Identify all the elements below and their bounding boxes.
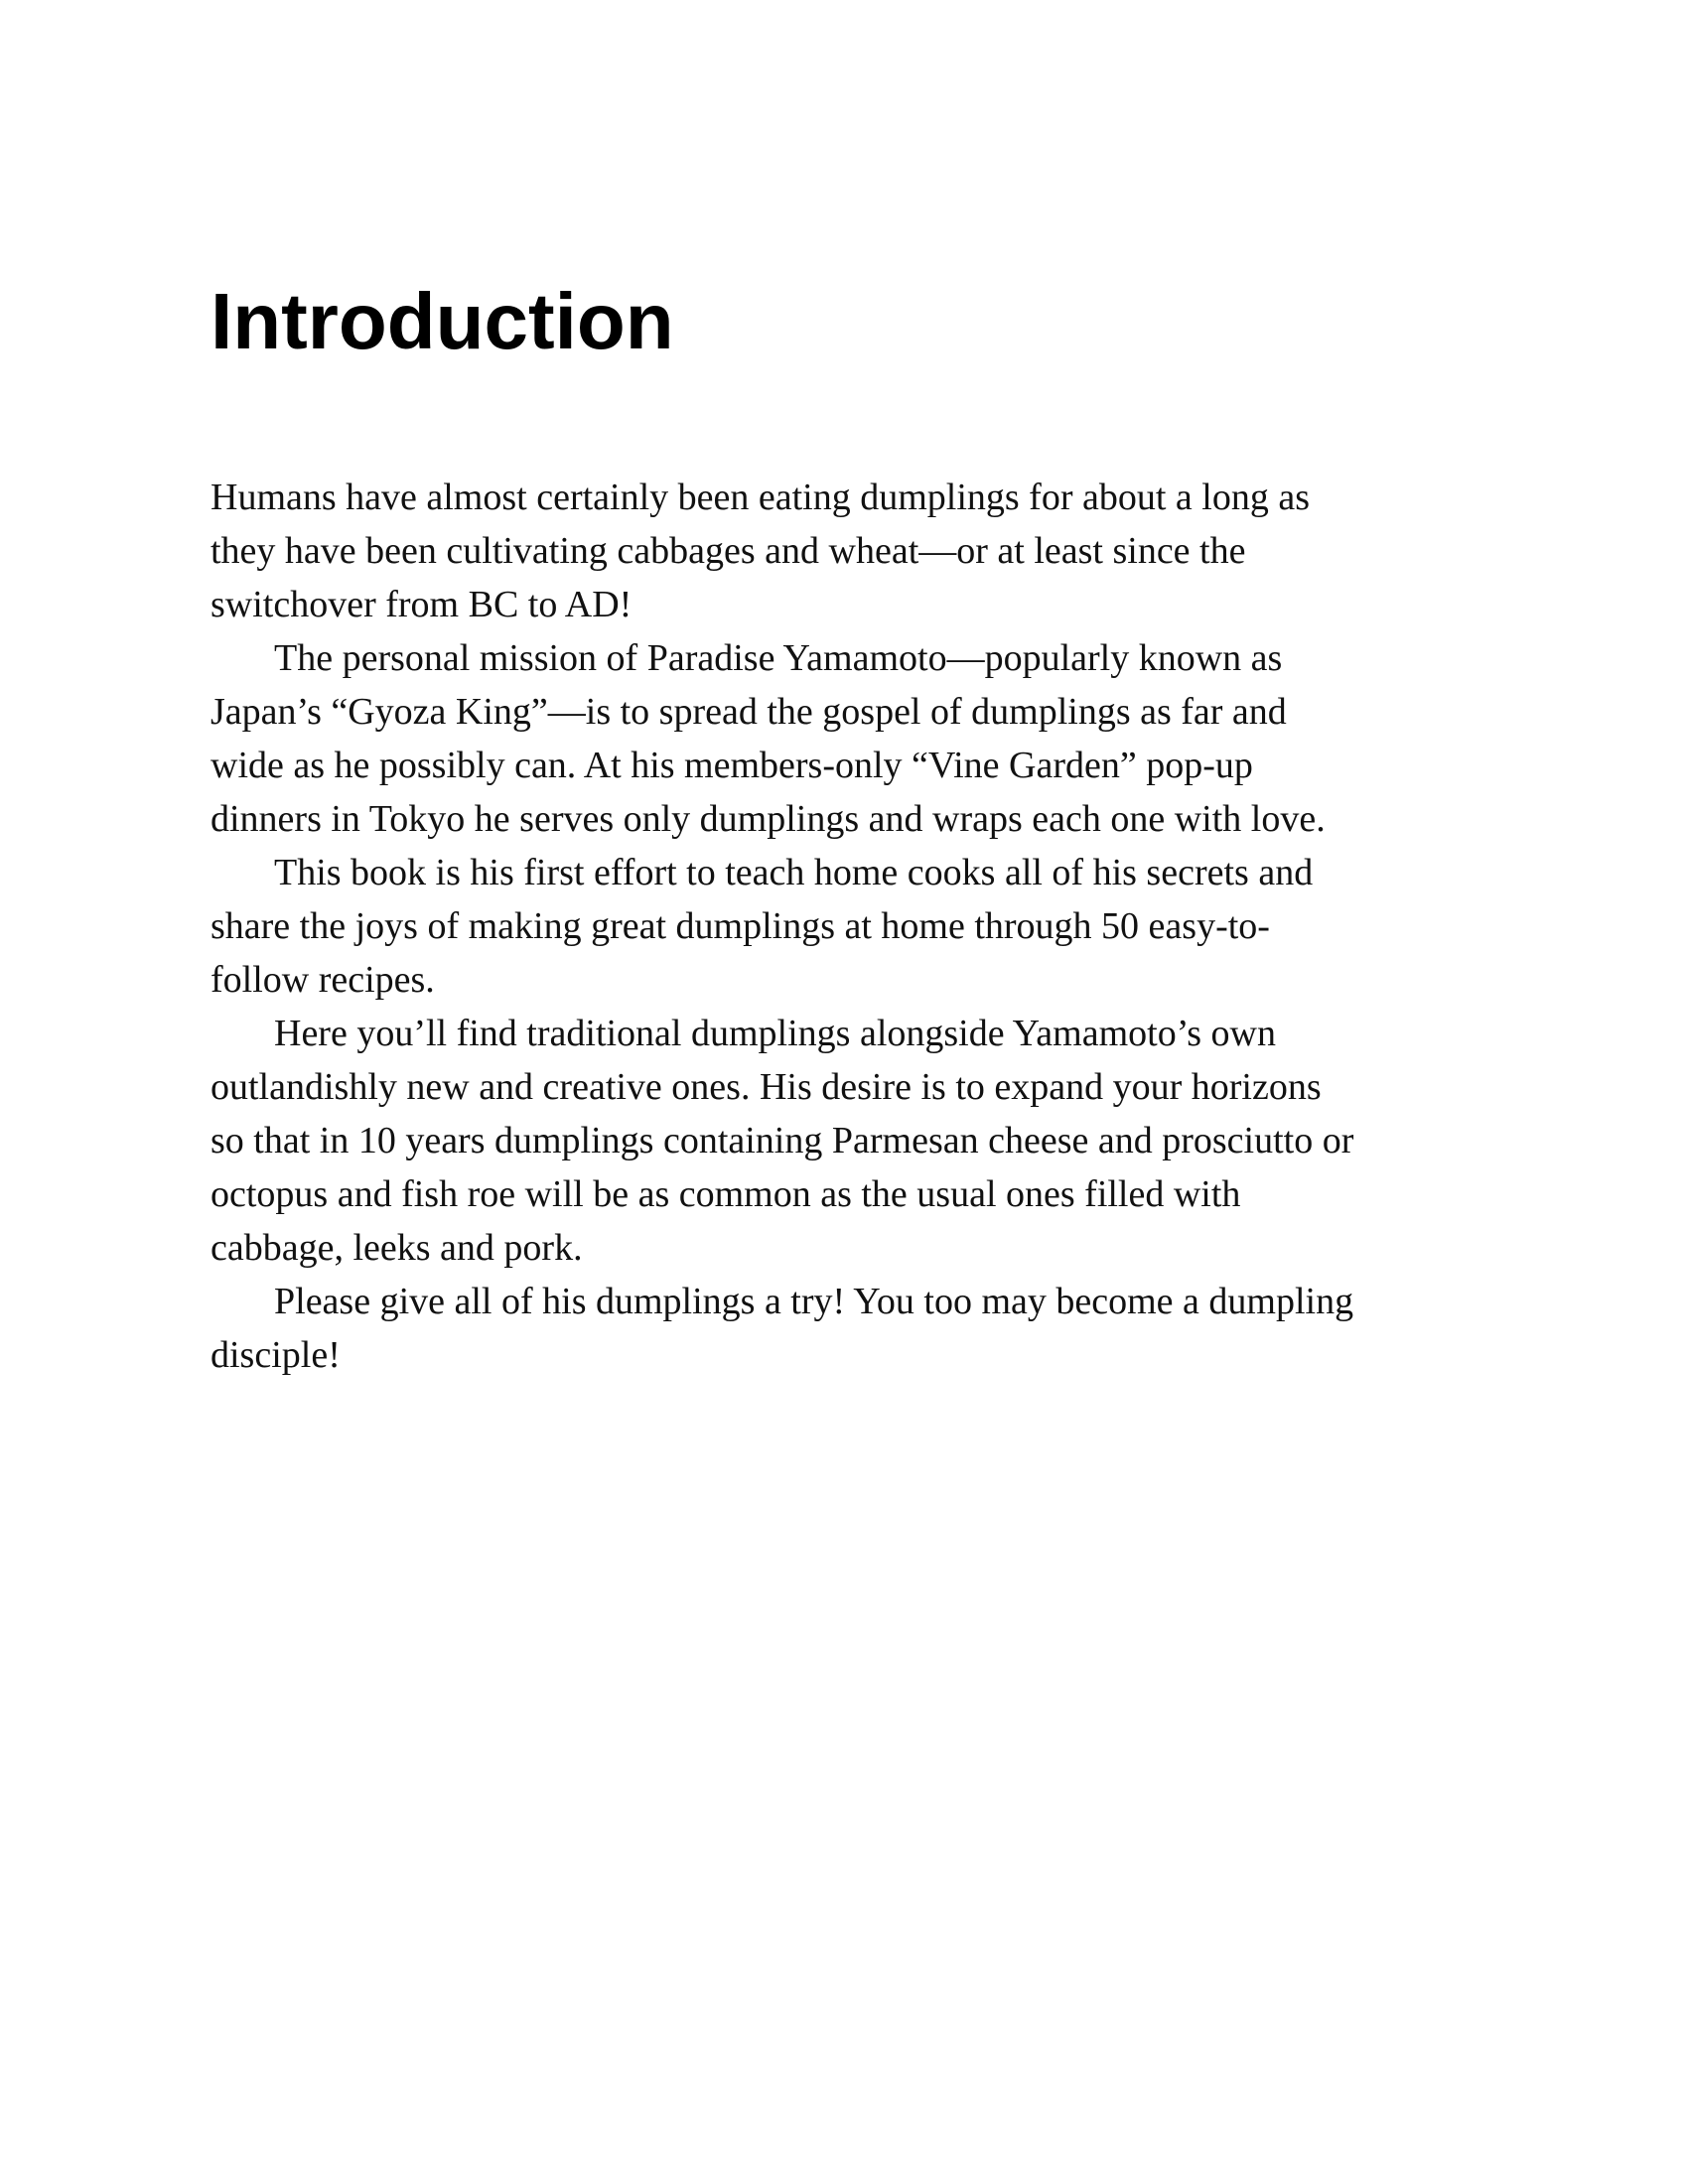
paragraph-1 [211,471,1491,631]
text-line: follow recipes. [211,959,435,1001]
text-line: Please give all of his dumplings a try! You too may become a dumpling [274,1281,1354,1322]
text-line: octopus and fish roe will be as common as the usual ones filled with [211,1173,1241,1215]
text-line: they have been cultivating cabbages and wheat—or at least since the [211,530,1246,572]
paragraph-4 [211,1007,1491,1275]
body-text [211,471,1491,1382]
paragraph-5 [211,1275,1491,1382]
text-line: switchover from BC to AD! [211,584,633,625]
text-line: This book is his first effort to teach home cooks all of his secrets and [274,852,1314,893]
text-line: Japan’s “Gyoza King”—is to spread the gospel of dumplings as far and [211,691,1287,733]
text-line: dinners in Tokyo he serves only dumplings and wraps each one with love. [211,798,1326,840]
text-line: outlandishly new and creative ones. His desire is to expand your horizons [211,1066,1322,1108]
paragraph-2 [211,631,1491,846]
text-line: share the joys of making great dumplings at home through 50 easy-to- [211,905,1270,947]
text-line: Here you’ll find traditional dumplings alongside Yamamoto’s own [274,1013,1277,1054]
paragraph-3 [211,846,1491,1007]
text-line: disciple! [211,1334,341,1376]
text-line: Humans have almost certainly been eating dumplings for about a long as [211,477,1310,518]
text-line: so that in 10 years dumplings containing Parmesan cheese and prosciutto or [211,1120,1354,1161]
text-line: The personal mission of Paradise Yamamoto—popularly known as [274,637,1283,679]
text-line: wide as he possibly can. At his members-only “Vine Garden” pop-up [211,745,1253,786]
text-line: cabbage, leeks and pork. [211,1227,583,1269]
page-title: Introduction [211,277,674,365]
